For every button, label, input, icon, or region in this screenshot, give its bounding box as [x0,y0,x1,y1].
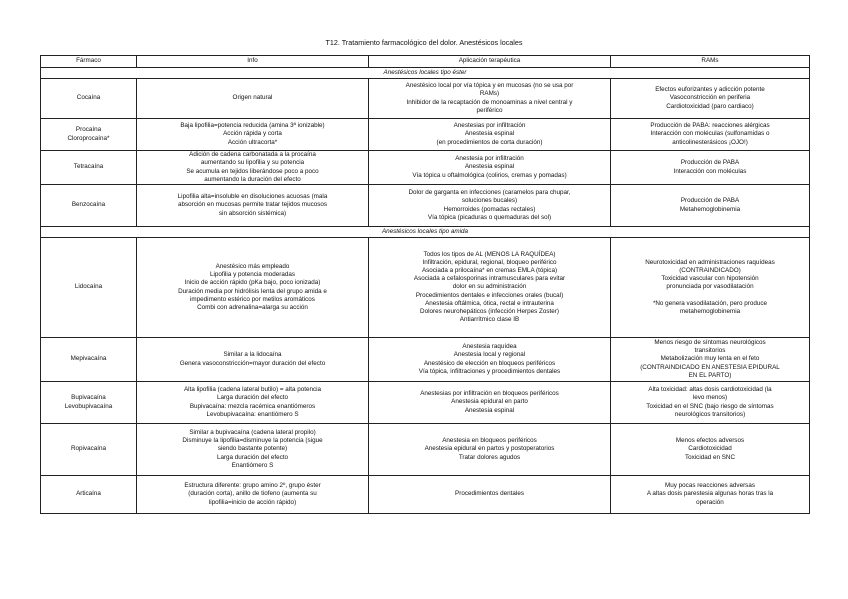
aplicacion-cell [369,338,611,382]
cell-line: Cardiotoxicidad [688,445,732,453]
farmaco-cell [41,382,137,424]
cell-line: impedimento estérico por metilos aromáticos [190,295,315,303]
cell-line: Cocaína [76,94,101,102]
info-cell [137,382,369,424]
cell-line: Inhibidor de la recaptación de monoaminas a nivel central y [406,98,573,106]
cell-line: Similar a la lidocaína [223,351,282,359]
farmaco-cell [41,476,137,514]
section-row [41,227,810,238]
cell-line: Anestésico local por vía tópica y en mucosas (no se usa por [405,82,574,90]
header-farmaco: Fármaco [41,56,137,68]
cell-line: sin absorción sistémica) [218,209,287,217]
cell-line: Procedimientos dentales [455,490,524,498]
aplicacion-cell [369,185,611,227]
cell-line: Anestesia local y regional [453,351,526,359]
cell-line: Procedimientos dentales e infecciones orales (bucal) [415,291,564,299]
table-row [41,119,810,151]
cell-line: Bupivacaína: mezcla racémica enantiómeros [189,402,316,410]
cell-line: Ropivacaína [70,445,106,453]
cell-line: Todos los tipos de AL (MENOS LA RAQUÍDEA) [423,250,556,258]
cell-line: *No genera vasodilatación, pero produce [652,299,768,307]
farmaco-cell [41,79,137,119]
table-row [41,382,810,424]
rams-cell [611,424,810,476]
header-aplicacion: Aplicación terapéutica [369,56,611,68]
cell-line: Alta lipofilia (cadena lateral butilo) = alta potencia [183,386,322,394]
cell-line: Efectos euforizantes y adicción potente [655,86,765,94]
rams-cell [611,151,810,185]
cell-line: Anestesia espinal [464,130,515,138]
cell-line: Inicio de acción rápido (pKa bajo, poco ionizada) [184,279,321,287]
cell-line: transitorios [694,347,726,355]
cell-line: Infiltración, epidural, regional, bloqueo periférico [422,258,557,266]
cell-line: Asociada a prilocaína* en cremas EMLA (tópica) [421,266,558,274]
cell-line: Interacción con moléculas [673,167,747,175]
cell-line: lipofilia=inicio de acción rápido) [208,498,297,506]
cell-line: EN EL PARTO) [688,371,732,379]
cell-line: Producción de PABA [680,159,740,167]
cell-line: Duración media por hidrólisis lenta del grupo amida e [178,287,327,295]
cell-line: dolor en su administración [452,283,527,291]
cell-line: Combi con adrenalina=alarga su acción [197,303,308,311]
cell-line: Benzocaína [71,201,106,209]
aplicacion-cell [369,382,611,424]
cell-line: Acción ultracorta* [227,138,278,146]
cell-line: Enantiómero S [231,461,274,469]
farmaco-cell [41,119,137,151]
cell-line: (en procedimientos de corta duración) [436,138,543,146]
cell-line: Producción de PABA: reacciones alérgicas [650,122,770,130]
cell-line: Vía tópica (picaduras o quemaduras del sol) [427,213,552,221]
cell-line: pronunciada por vasodilatación [666,283,754,291]
cell-line: Disminuye la lipofilia=disminuye la potencia (sigue [182,437,323,445]
cell-line: aumentando su lipofilia y su potencia [200,159,305,167]
header-row [41,56,810,68]
cell-line: Articaína [76,490,101,498]
cell-line: Cloroprocaína* [67,134,110,142]
table-row [41,185,810,227]
cell-line: Alta toxicidad: altas dosis cardiotoxicidad (la [648,386,772,394]
info-cell [137,119,369,151]
cell-line: Anestesia espinal [464,406,515,414]
cell-line: Neurotoxicidad en administraciones raquídeas [645,258,775,266]
cell-line: Toxicidad en el SNC (bajo riesgo de síntomas [646,402,774,410]
info-cell [137,185,369,227]
aplicacion-cell [369,424,611,476]
cell-line: A altas dosis parestesia algunas horas tras la [646,490,774,498]
info-cell [137,79,369,119]
cell-line: Bupivacaína [71,394,106,402]
cell-line: metahemoglobinemia [679,308,741,315]
rams-cell [611,238,810,338]
anesthetics-table [40,55,810,514]
cell-line: Anestesia espinal [464,163,515,171]
cell-line: (CONTRAINDICADO EN ANESTESIA EPIDURAL [640,363,780,371]
aplicacion-cell [369,151,611,185]
cell-line: (CONTRAINDICADO) [679,266,741,274]
cell-line: Anestesias por infiltración en bloqueos periféricos [420,390,559,398]
cell-line: Lipofilia y potencia moderadas [209,271,296,279]
cell-line: Adición de cadena carbonatada a la procaína [189,151,316,159]
cell-line: Larga duración del efecto [216,453,289,461]
cell-line: Vía tópica u oftalmológica (colirios, cremas y pomadas) [412,171,567,179]
cell-line: Toxicidad vascular con hipotensión [661,275,759,283]
cell-line: Anestesias por infiltración [453,122,526,130]
section-row [41,68,810,79]
cell-line: Muy pocas reacciones adversas [665,482,755,490]
rams-cell [611,476,810,514]
cell-line: Se acumula en tejidos liberándose poco a poco [186,167,319,175]
document-title: T12. Tratamiento farmacológico del dolor. Anestésicos locales [325,38,523,47]
cell-line: operación [696,498,724,506]
rams-cell [611,382,810,424]
cell-line: Anestésico más empleado [215,262,290,270]
cell-line: Origen natural [232,94,273,102]
farmaco-cell [41,338,137,382]
info-cell [137,476,369,514]
cell-line: Producción de PABA [680,197,740,205]
aplicacion-cell [369,476,611,514]
cell-line: Tetracaína [73,163,104,171]
cell-line: Larga duración del efecto [216,394,289,402]
cell-line: Hemorroides (pomadas rectales) [443,205,536,213]
info-cell [137,238,369,338]
cell-line: periférico [476,106,503,114]
cell-line: Dolores neurohepáticos (infección Herpes Zoster) [420,308,559,315]
cell-line: neurológicos transitorios) [674,410,746,418]
section-label: Anestésicos locales tipo éster [41,68,810,79]
header-rams: RAMs [611,56,810,68]
cell-line: Anestesia epidural en parto [451,398,528,406]
farmaco-cell [41,151,137,185]
cell-line: levo menos) [692,394,728,402]
cell-line: Anestesia raquídea [462,343,517,351]
cell-line: Procaína [75,126,102,134]
cell-line: Asociada a cefalosporinas intramusculares para evitar [413,275,566,283]
info-cell [137,424,369,476]
rams-cell [611,185,810,227]
cell-line [613,292,807,300]
cell-line: Mepivacaína [70,355,107,363]
cell-line: Anestesia por infiltración [455,155,524,163]
header-info: Info [137,56,369,68]
cell-line: Lipofilia alta=insoluble en disoluciones acuosas (mala [177,193,328,201]
cell-line: Levobupivacaína: enantiómero S [206,410,299,418]
table-body [41,68,810,514]
cell-line: anticolinesterásicos ¡OJO!) [672,138,748,146]
cell-line: Dolor de garganta en infecciones (caramelos para chupar, [408,189,571,197]
rams-cell [611,338,810,382]
rams-cell [611,119,810,151]
cell-line: (duración corta), anillo de tiofeno (aumenta su [188,490,317,498]
cell-line: Vasoconstricción en periferia [669,94,751,102]
cell-line: Vía tópica, infiltraciones y procedimientos dentales [418,367,561,375]
info-cell [137,151,369,185]
cell-line: Antiarrítmico clase IB [459,316,520,324]
farmaco-cell [41,238,137,338]
rams-cell [611,79,810,119]
cell-line: Acción rápida y corta [223,130,282,138]
cell-line: Metahemoglobinemia [679,205,741,213]
cell-line: Estructura diferente: grupo amino 2º, grupo éster [184,482,321,490]
cell-line: soluciones bucales) [461,197,518,205]
table-row [41,238,810,338]
cell-line: Menos riesgo de síntomas neurológicos [654,338,766,346]
aplicacion-cell [369,119,611,151]
cell-line: Cardiotoxicidad (paro cardiaco) [666,102,754,110]
cell-line: Anestesia epidural en partos y postoperatorios [424,445,555,453]
cell-line: Anestésico de elección en bloqueos periféricos [423,359,556,367]
cell-line: Genera vasoconstricción=mayor duración del efecto [179,359,326,367]
farmaco-cell [41,185,137,227]
table-row [41,79,810,119]
farmaco-cell [41,424,137,476]
table-row [41,476,810,514]
aplicacion-cell [369,79,611,119]
cell-line: absorción en mucosas permite tratar tejidos mucosos [177,201,328,209]
cell-line: Toxicidad en SNC [684,453,736,461]
cell-line: siendo bastante potente) [217,445,288,453]
cell-line: aumentando la duración del efecto [204,175,301,183]
cell-line: Lidocaína [74,283,103,291]
cell-line: Anestesia en bloqueos periféricos [442,437,537,445]
cell-line: Levobupivacaína [64,402,113,410]
cell-line: Menos efectos adversos [675,437,745,445]
cell-line: Anestesia oftálmica, ótica, rectal e intrauterina [425,299,554,307]
aplicacion-cell [369,238,611,338]
cell-line: Similar a bupivacaína (cadena lateral propilo) [189,428,316,436]
cell-line: Baja lipofilia=potencia reducida (amina 3ª ionizable) [180,122,325,130]
table-row [41,338,810,382]
section-label: Anestésicos locales tipo amida [41,227,810,238]
info-cell [137,338,369,382]
cell-line: Interacción con moléculas (sulfonamidas o [650,130,770,138]
cell-line: Tratar dolores agudos [458,453,521,461]
cell-line: RAMs) [479,90,500,98]
table-row [41,151,810,185]
table-row [41,424,810,476]
cell-line: Metabolización muy lenta en el feto [660,355,760,363]
